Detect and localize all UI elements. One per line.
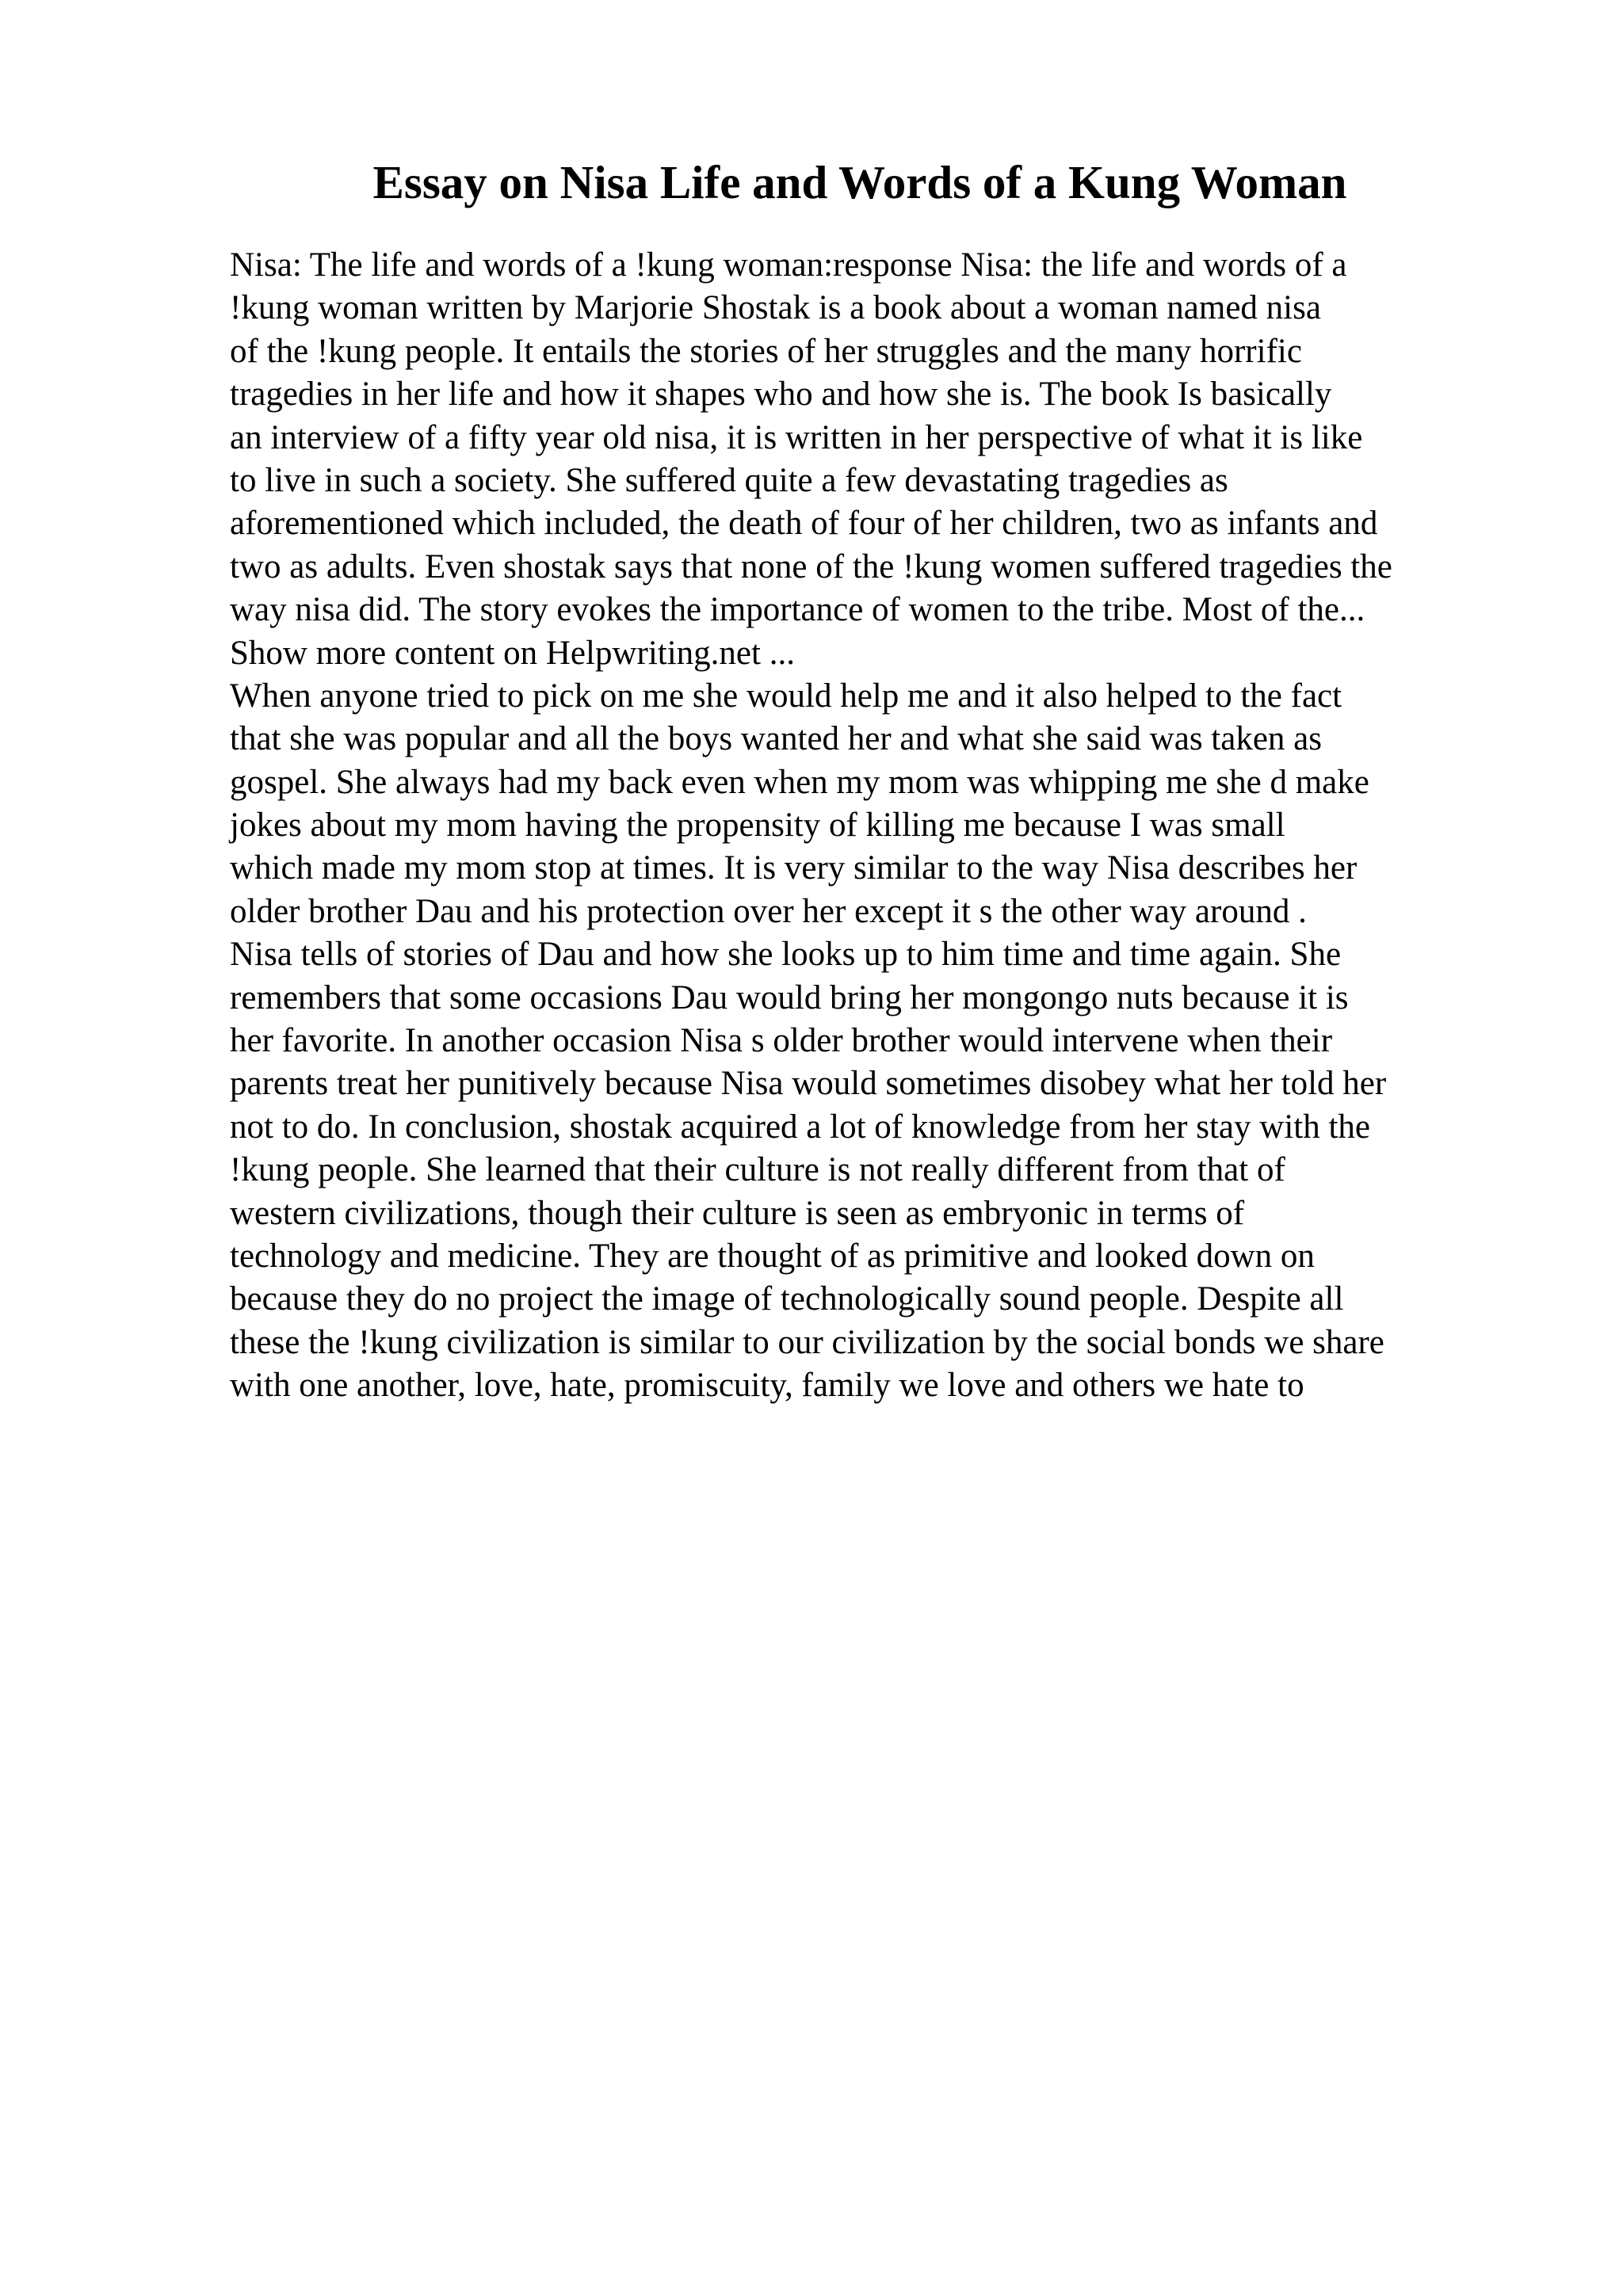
text-line: her favorite. In another occasion Nisa s older brother would intervene when their [230,1022,1333,1060]
text-line: When anyone tried to pick on me she would help me and it also helped to the fact [230,677,1342,715]
text-line: which made my mom stop at times. It is very similar to the way Nisa describes her [230,849,1358,887]
text-line: older brother Dau and his protection over her except it s the other way around . [230,892,1307,930]
text-line: because they do no project the image of technologically sound people. Despite all [230,1280,1344,1318]
text-line: these the !kung civilization is similar to our civilization by the social bonds we share [230,1323,1384,1361]
text-line: Nisa tells of stories of Dau and how she looks up to him time and time again. She [230,936,1342,974]
text-line: !kung people. She learned that their culture is not really different from that of [230,1151,1285,1189]
text-line: that she was popular and all the boys wanted her and what she said was taken as [230,720,1322,758]
text-line: not to do. In conclusion, shostak acquired a lot of knowledge from her stay with the [230,1108,1370,1146]
text-line: technology and medicine. They are thought of as primitive and looked down on [230,1237,1315,1275]
show-more-link[interactable]: Show more content on Helpwriting.net ... [230,634,795,672]
text-line: to live in such a society. She suffered quite a few devastating tragedies as [230,461,1228,499]
text-line: tragedies in her life and how it shapes who and how she is. The book Is basically [230,376,1332,414]
text-line: western civilizations, though their culture is seen as embryonic in terms of [230,1194,1245,1232]
text-line: !kung woman written by Marjorie Shostak is a book about a woman named nisa [230,289,1321,327]
text-line: gospel. She always had my back even when my mom was whipping me she d make [230,763,1369,801]
text-line: jokes about my mom having the propensity of killing me because I was small [230,807,1285,845]
text-line: with one another, love, hate, promiscuity, family we love and others we hate to [230,1367,1304,1405]
text-line: Nisa: The life and words of a !kung woman:response Nisa: the life and words of a [230,246,1347,284]
text-line: parents treat her punitively because Nisa would sometimes disobey what her told her [230,1065,1387,1103]
text-line: way nisa did. The story evokes the importance of women to the tribe. Most of the... [230,591,1365,629]
text-line: aforementioned which included, the death of four of her children, two as infants and [230,505,1378,543]
document-title: Essay on Nisa Life and Words of a Kung Woman [372,156,1347,208]
text-line: an interview of a fifty year old nisa, it is written in her perspective of what it is like [230,418,1363,456]
document-body [230,244,1514,1408]
text-line: remembers that some occasions Dau would bring her mongongo nuts because it is [230,978,1349,1016]
text-line: two as adults. Even shostak says that none of the !kung women suffered tragedies the [230,547,1392,585]
text-line: of the !kung people. It entails the stories of her struggles and the many horrific [230,332,1302,370]
